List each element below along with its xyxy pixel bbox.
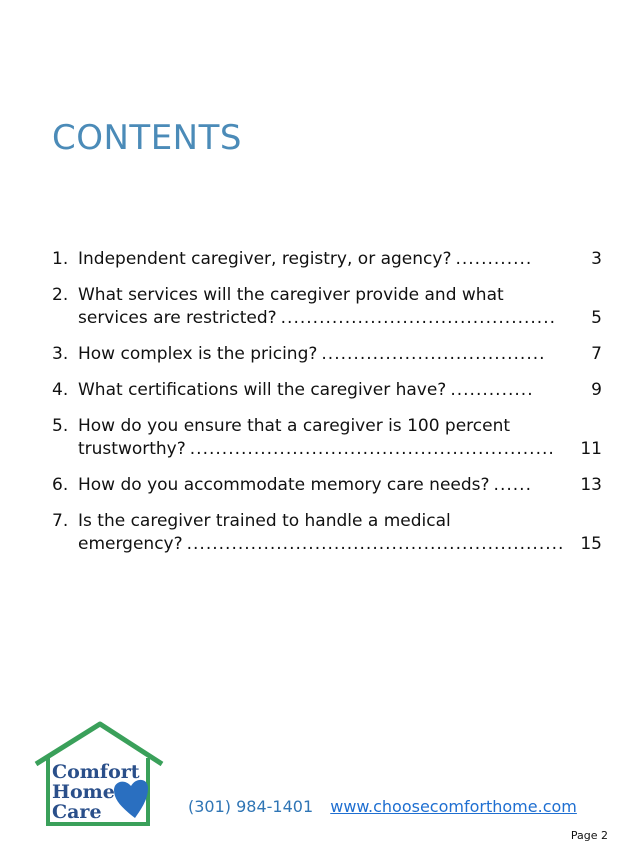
- toc-leader-dots: ...................................: [321, 344, 546, 364]
- toc-page-number: 5: [591, 308, 602, 328]
- toc-line: [52, 415, 602, 438]
- toc-line: [52, 343, 602, 366]
- toc-page-number: 11: [580, 439, 602, 459]
- logo-wordmark: [52, 762, 140, 822]
- toc-text: What services will the caregiver provide and what: [78, 285, 504, 305]
- toc-line: [52, 510, 602, 533]
- toc-entry[interactable]: [52, 474, 602, 497]
- toc-entry[interactable]: [52, 379, 602, 402]
- toc-leader-dots: ...........................................: [280, 308, 557, 328]
- toc-leader-dots: ...........................................................: [186, 534, 565, 554]
- toc-text: services are restricted?: [78, 308, 277, 328]
- toc-line: [52, 307, 602, 330]
- toc-page-number: 3: [591, 249, 602, 269]
- toc-number: 5.: [52, 416, 69, 436]
- toc-number: 1.: [52, 249, 69, 269]
- toc-line: [52, 438, 602, 461]
- toc-entry[interactable]: [52, 510, 602, 556]
- toc-number: 2.: [52, 285, 69, 305]
- logo-line-1: Comfort: [52, 761, 140, 783]
- toc-page-number: 13: [580, 475, 602, 495]
- toc-text: Independent caregiver, registry, or agency?: [78, 249, 452, 269]
- toc-text: trustworthy?: [78, 439, 186, 459]
- toc-number: 4.: [52, 380, 69, 400]
- toc-number: 6.: [52, 475, 69, 495]
- toc-leader-dots: .............: [450, 380, 534, 400]
- toc-text: How do you accommodate memory care needs?: [78, 475, 490, 495]
- footer-contact: [188, 797, 577, 816]
- footer-website-link[interactable]: www.choosecomforthome.com: [330, 797, 577, 816]
- toc-page-number: 15: [580, 534, 602, 554]
- toc-entry[interactable]: [52, 415, 602, 461]
- toc-text: How complex is the pricing?: [78, 344, 318, 364]
- toc-line: [52, 474, 602, 497]
- toc-entry[interactable]: [52, 284, 602, 330]
- toc-leader-dots: ............: [455, 249, 533, 269]
- toc-entry[interactable]: [52, 248, 602, 271]
- toc-text: How do you ensure that a caregiver is 100 percent: [78, 416, 511, 436]
- table-of-contents: [52, 248, 602, 569]
- toc-leader-dots: .........................................................: [189, 439, 555, 459]
- toc-line: [52, 533, 602, 556]
- toc-line: [52, 379, 602, 402]
- toc-line: [52, 284, 602, 307]
- toc-text: Is the caregiver trained to handle a medical: [78, 511, 451, 531]
- footer-phone: (301) 984-1401: [188, 797, 314, 816]
- toc-page-number: 9: [591, 380, 602, 400]
- page-title: CONTENTS: [52, 118, 242, 158]
- toc-page-number: 7: [591, 344, 602, 364]
- toc-leader-dots: ......: [493, 475, 532, 495]
- toc-text: What certifications will the caregiver have?: [78, 380, 447, 400]
- toc-number: 3.: [52, 344, 69, 364]
- toc-entry[interactable]: [52, 343, 602, 366]
- toc-number: 7.: [52, 511, 69, 531]
- page-number: Page 2: [570, 829, 608, 842]
- toc-text: emergency?: [78, 534, 183, 554]
- logo-line-2: Home: [52, 781, 115, 803]
- logo-line-3: Care: [52, 801, 102, 823]
- toc-line: [52, 248, 602, 271]
